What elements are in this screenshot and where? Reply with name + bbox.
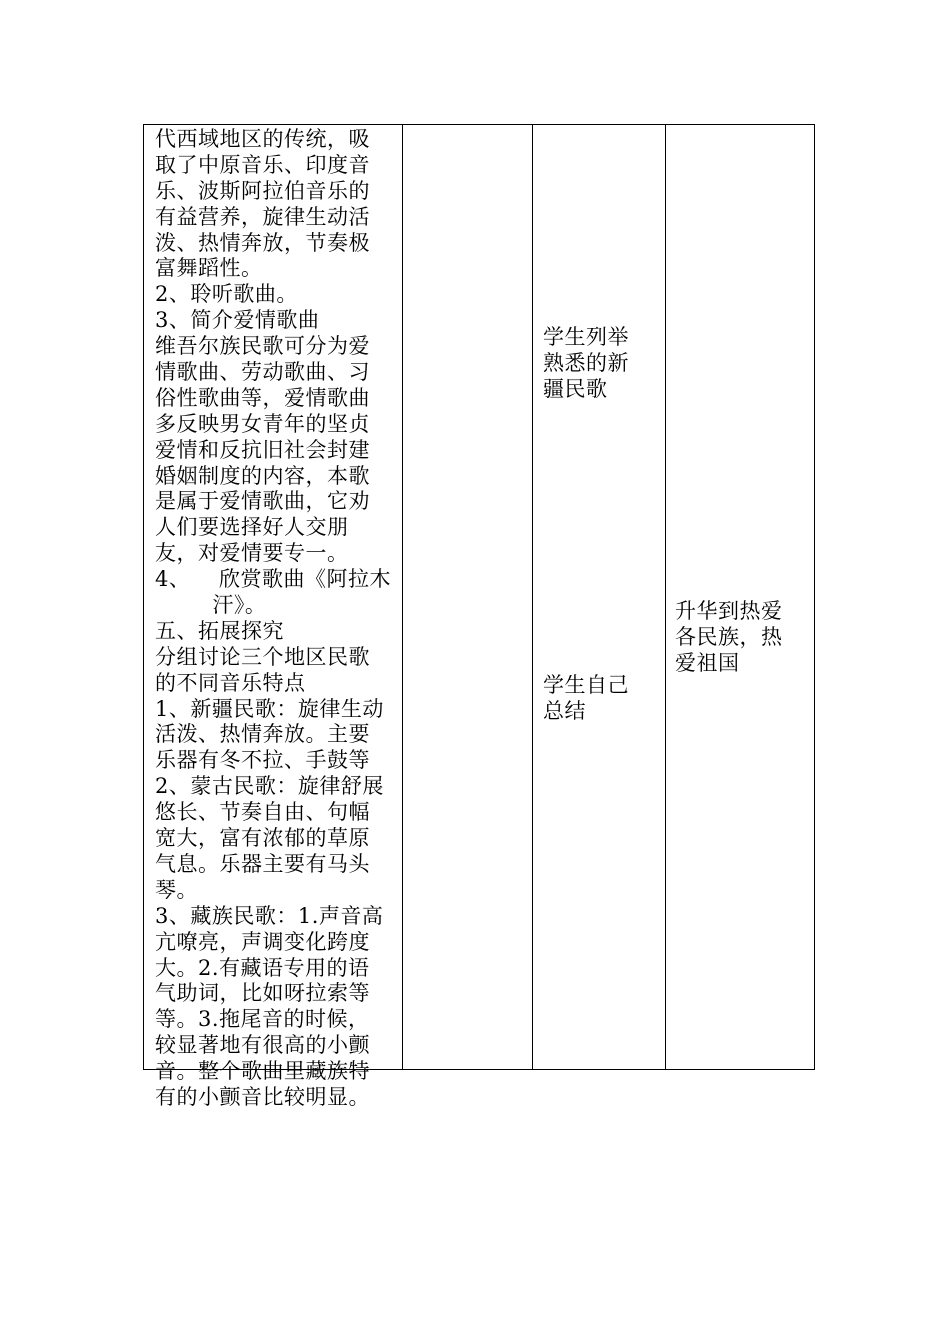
content-line: 俗性歌曲等，爱情歌曲 (155, 385, 370, 410)
content-line: 泼、热情奔放，节奏极 (155, 230, 370, 255)
content-line: 2、蒙古民歌：旋律舒展 (155, 774, 384, 799)
content-line: 人们要选择好人交朋 (155, 515, 349, 540)
content-line: 的不同音乐特点 (155, 670, 306, 695)
content-line: 富舞蹈性。 (155, 256, 263, 281)
content-line: 1、新疆民歌：旋律生动 (155, 696, 384, 721)
content-line: 有益营养，旋律生动活 (155, 204, 370, 229)
content-line: 琴。 (155, 877, 198, 902)
content-line: 是属于爱情歌曲，它劝 (155, 489, 370, 514)
content-line: 3、简介爱情歌曲 (155, 308, 320, 333)
intent-line: 各民族，热 (675, 624, 783, 649)
content-line: 3、藏族民歌：1.声音高 (155, 903, 384, 928)
content-line: 婚姻制度的内容，本歌 (155, 463, 370, 488)
column-divider-2 (532, 125, 533, 1069)
student-activity-summarize (543, 673, 629, 725)
content-line: 有的小颤音比较明显。 (155, 1084, 370, 1109)
content-line: 五、拓展探究 (155, 618, 284, 643)
content-line: 活泼、热情奔放。主要 (155, 722, 370, 747)
student-line: 疆民歌 (543, 376, 608, 401)
content-line: 较显著地有很高的小颤 (155, 1033, 370, 1058)
student-activity-list-songs (543, 325, 629, 403)
content-line: 气息。乐器主要有马头 (155, 851, 370, 876)
content-line: 乐器有冬不拉、手鼓等 (155, 748, 370, 773)
content-line: 代西域地区的传统，吸 (155, 127, 370, 151)
content-line: 分组讨论三个地区民歌 (155, 644, 370, 669)
content-line: 大。2.有藏语专用的语 (155, 955, 370, 980)
content-line: 亢嘹亮，声调变化跨度 (155, 929, 370, 954)
content-column-text (155, 127, 391, 1111)
student-line: 熟悉的新 (543, 350, 629, 375)
content-line: 宽大，富有浓郁的草原 (155, 826, 370, 851)
student-line: 学生自己 (543, 673, 629, 697)
content-line: 多反映男女青年的坚贞 (155, 411, 370, 436)
content-line: 情歌曲、劳动歌曲、习 (155, 360, 370, 385)
content-line: 气助词，比如呀拉索等 (155, 981, 370, 1006)
content-line: 音。整个歌曲里藏族特 (155, 1059, 370, 1084)
column-divider-1 (402, 125, 403, 1069)
content-line: 2、聆听歌曲。 (155, 282, 298, 307)
content-line: 乐、波斯阿拉伯音乐的 (155, 178, 370, 203)
content-line: 汗》。 (155, 593, 267, 618)
design-intent-text (675, 599, 783, 677)
content-line: 等。3.拖尾音的时候， (155, 1007, 370, 1032)
content-line: 友，对爱情要专一。 (155, 541, 349, 566)
column-divider-3 (665, 125, 666, 1069)
student-line: 学生列举 (543, 325, 629, 349)
lesson-table (143, 124, 815, 1109)
content-line: 取了中原音乐、印度音 (155, 152, 370, 177)
content-line: 悠长、节奏自由、句幅 (155, 800, 370, 825)
content-line: 维吾尔族民歌可分为爱 (155, 334, 370, 359)
student-line: 总结 (543, 698, 586, 723)
content-line: 4、 欣赏歌曲《阿拉木 (155, 567, 392, 592)
intent-line: 爱祖国 (675, 650, 740, 675)
content-line: 爱情和反抗旧社会封建 (155, 437, 370, 462)
intent-line: 升华到热爱 (675, 599, 783, 623)
